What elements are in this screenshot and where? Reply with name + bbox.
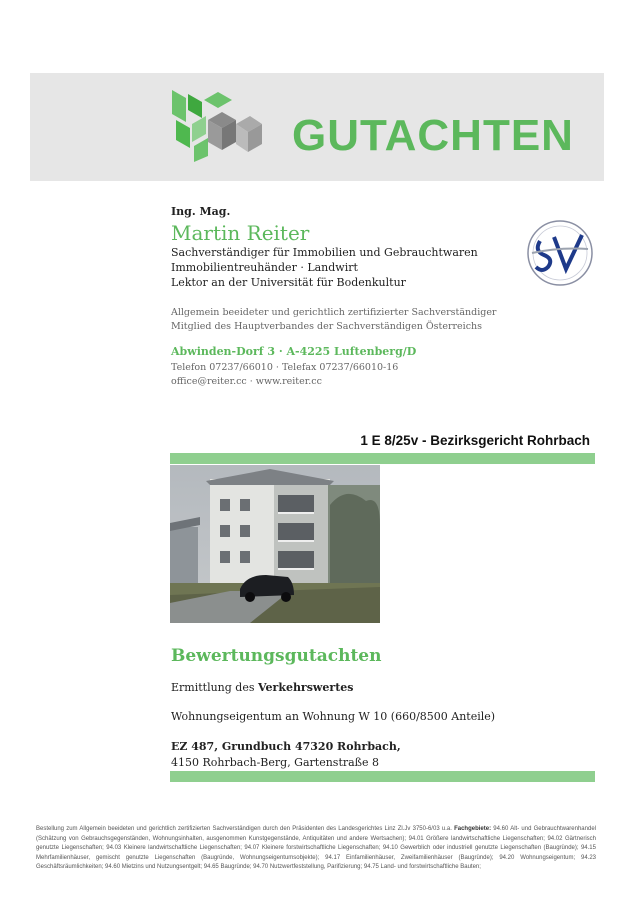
sv-badge-icon (526, 219, 594, 287)
footer-text (36, 825, 596, 873)
footer-intro: Bestellung zum Allgemein beeideten und gerichtlich zertifizierten Sachverständigen durch den Präsidenten des Landesgerichtes Linz Zl.Jv 3750-6/03 u.a. (36, 826, 455, 832)
role-line: Immobilientreuhänder · Landwirt (171, 261, 358, 274)
expert-roles (171, 245, 478, 290)
certification-line: Allgemein beeideter und gerichtlich zertifizierter Sachverständiger (171, 307, 497, 318)
land-register: EZ 487, Grundbuch 47320 Rohrbach, (171, 740, 401, 753)
role-line: Lektor an der Universität für Bodenkultur (171, 276, 406, 289)
divider-bar (170, 453, 595, 464)
building-photo (170, 465, 380, 623)
address: Abwinden-Dorf 3 · A-4225 Luftenberg/D (171, 345, 417, 358)
expert-name: Martin Reiter (171, 221, 310, 245)
report-object: Wohnungseigentum an Wohnung W 10 (660/8500 Anteile) (171, 710, 496, 723)
certification-line: Mitglied des Hauptverbandes der Sachverständigen Österreichs (171, 321, 483, 332)
case-number: 1 E 8/25v - Bezirksgericht Rohrbach (360, 433, 590, 448)
purpose-prefix: Ermittlung des (171, 681, 258, 694)
email-web: office@reiter.cc · www.reiter.cc (171, 376, 322, 387)
page-title: GUTACHTEN (292, 111, 574, 160)
property-location: 4150 Rohrbach-Berg, Gartenstraße 8 (171, 756, 380, 769)
purpose-bold: Verkehrswertes (258, 681, 354, 694)
role-line: Sachverständiger für Immobilien und Gebrauchtwaren (171, 246, 478, 259)
contact-info (171, 361, 398, 389)
expert-degree: Ing. Mag. (171, 205, 231, 218)
footer-rest: 94.60 Alt- und Gebrauchtwarenhandel (Schätzung von Gebrauchsgegenständen, Wohnungsinhalten, ausgenommen Kunstgegenstände, Antiquitäten und andere Wertsachen); 94.01 Größere landwirtschaftliche Liegenschaften; 94.02 Gärtnerisch genutzte Liegenschaften; 94.03 Kleinere landwirtschaftliche Liegenschaften; 94.07 Kleinere forstwirtschaftliche Liegenschaften; 94.10 Gewerblich oder industriell genutzte Liegenschaften (Baugründe); 94.15 Mehrfamilienhäuser, gemischt genutzte Liegenschaften (Baugründe, Wohnungseigentumsobjekte); 94.17 Einfamilienhäuser, Zweifamilienhäuser (Baugründe); 94.20 Wohnungseigentum; 94.23 Geschäftsräumlichkeiten; 94.60 Mietzins und Nutzungsentgelt; 94.65 Baugründe; 94.70 Nutzwertfeststellung, Parifizierung; 94.75 Land- und forstwirtschaftliche Bauten; (36, 826, 596, 870)
footer-bold: Fachgebiete: (454, 826, 492, 832)
report-purpose (171, 681, 353, 694)
report-heading: Bewertungsgutachten (171, 646, 382, 666)
cube-logo-icon (172, 90, 262, 162)
divider-bar (170, 771, 595, 782)
phone-fax: Telefon 07237/66010 · Telefax 07237/66010-16 (171, 362, 399, 373)
certification (171, 306, 496, 334)
